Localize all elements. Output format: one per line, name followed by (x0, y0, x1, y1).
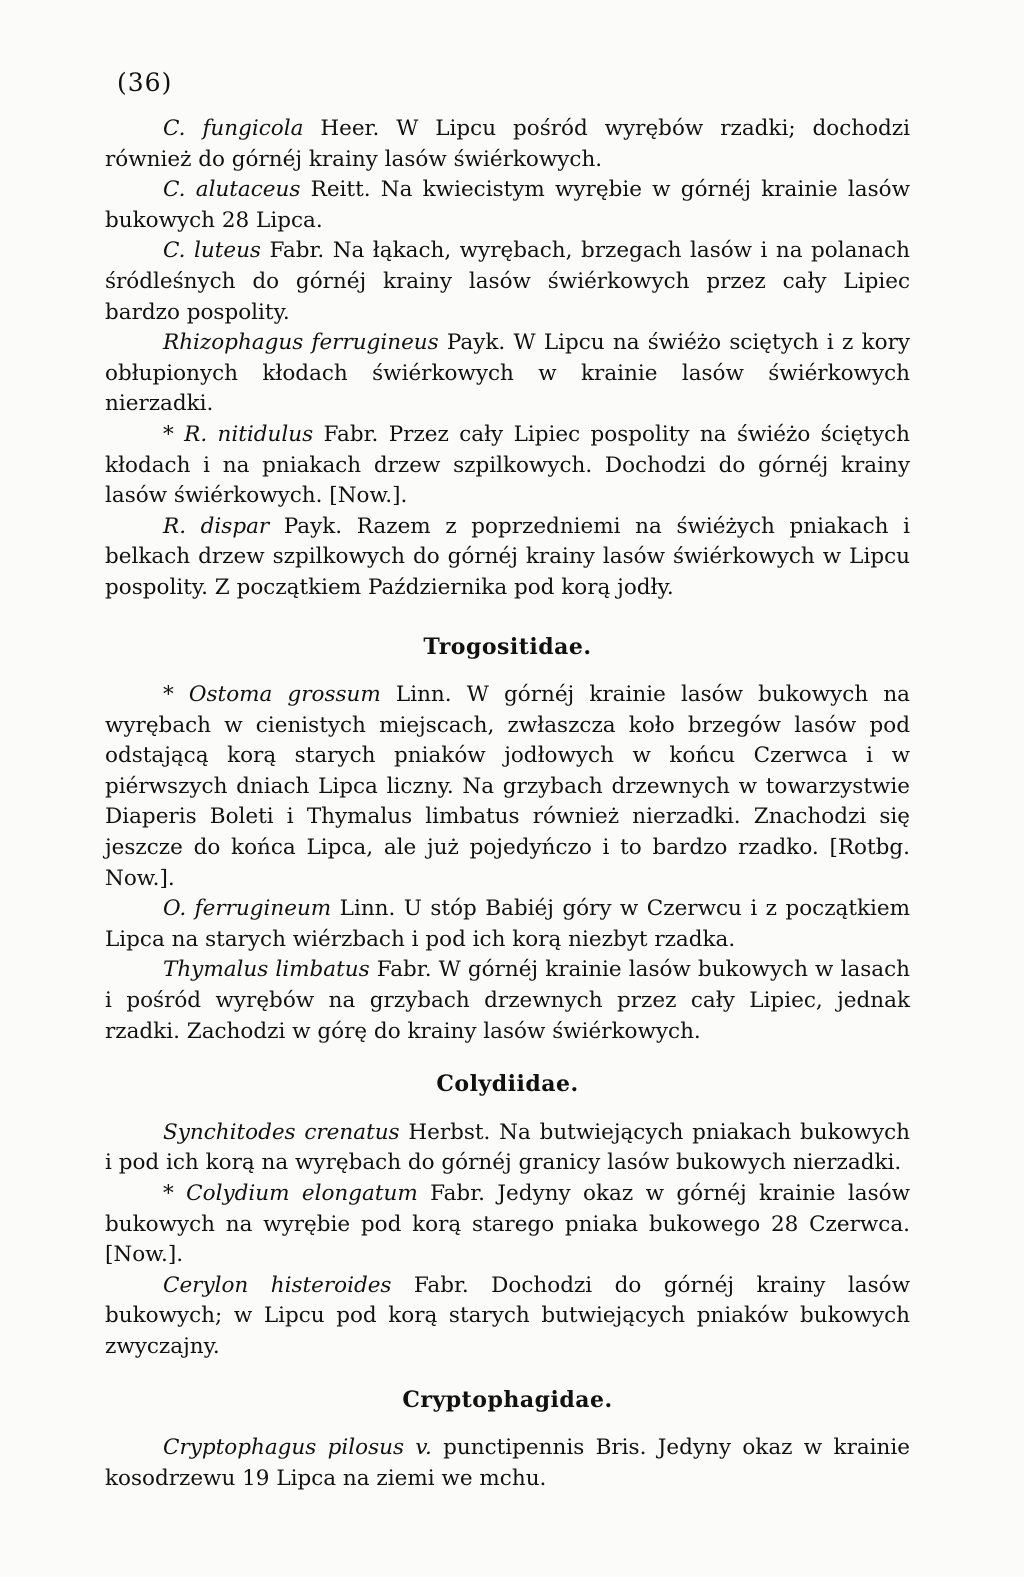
entry-text: Heer. W Lipcu pośród wyrębów rzadki; dochodzi również do górnéj krainy lasów świérkowych. (105, 116, 910, 172)
entry-text: Fabr. Na łąkach, wyrębach, brzegach lasów i na polanach śródleśnych do górnéj krainy lasów świérkowych przez cały Lipiec bardzo pospolity. (105, 238, 910, 325)
species-entry (105, 1179, 910, 1271)
taxon-name: Cryptophagus pilosus v. (163, 1435, 432, 1461)
taxon-name: Rhizophagus ferrugineus (163, 330, 439, 356)
taxon-name: C. luteus (163, 238, 261, 264)
entry-text: Fabr. W górnéj krainie lasów bukowych w lasach i pośród wyrębów na grzybach drzewnych przez cały Lipiec, jednak rzadki. Zachodzi w górę do krainy lasów świérkowych. (105, 957, 910, 1044)
text-column (105, 114, 910, 1494)
family-heading: Trogositidae. (423, 633, 592, 660)
page-number: (36) (117, 68, 173, 97)
entry-text: Linn. U stóp Babiéj góry w Czerwcu i z początkiem Lipca na starych wiérzbach i pod ich korą niezbyt rzadka. (105, 896, 911, 952)
taxon-name: O. ferrugineum (163, 896, 332, 922)
species-entry (105, 1433, 910, 1494)
entry-text: Fabr. Jedyny okaz w górnéj krainie lasów bukowych na wyrębie pod korą starego pniaka bukowego 28 Czerwca. [Now.]. (105, 1181, 910, 1268)
entry-text: punctipennis Bris. Jedyny okaz w krainie kosodrzewu 19 Lipca na ziemi we mchu. (105, 1435, 910, 1491)
species-entry (105, 1271, 910, 1363)
species-entry (105, 1118, 910, 1179)
taxon-name: Synchitodes crenatus (163, 1119, 400, 1145)
species-entry (105, 114, 910, 175)
entry-text: Linn. W górnéj krainie lasów bukowych na wyrębach w cienistych miejscach, zwłaszcza koło brzegów lasów pod odstającą korą starych pniaków jodłowych w końcu Czerwca i w piérwszych dniach Lipca liczny. Na grzybach drzewnych w towarzystwie Diaperis Boleti i Thymalus limbatus również nierzadki. Znachodzi się jeszcze do końca Lipca, ale już pojedyńczo i to bardzo rzadko. [Rotbg. Now.]. (105, 682, 910, 891)
taxon-name: * Ostoma grossum (163, 682, 381, 708)
entry-text: Payk. Razem z poprzedniemi na świéżych pniakach i belkach drzew szpilkowych do górnéj krainy lasów świérkowych w Lipcu pospolity. Z początkiem Października pod korą jodły. (105, 513, 910, 600)
species-entry (105, 236, 910, 328)
species-entry (105, 328, 910, 420)
entry-text: Herbst. Na butwiejących pniakach bukowych i pod ich korą na wyrębach do górnéj granicy lasów bukowych nierzadki. (105, 1119, 910, 1176)
taxon-name: Thymalus limbatus (163, 957, 370, 983)
species-entry (105, 955, 910, 1047)
taxon-name: C. alutaceus (163, 177, 301, 203)
taxon-name: * R. nitidulus (163, 421, 314, 447)
family-heading: Cryptophagidae. (402, 1386, 613, 1413)
taxon-name: Cerylon histeroides (163, 1272, 392, 1298)
species-entry (105, 894, 910, 955)
entry-text: Fabr. Przez cały Lipiec pospolity na świéżo ściętych kłodach i na pniakach drzew szpilkowych. Dochodzi do górnéj krainy lasów świérkowych. [Now.]. (105, 421, 910, 509)
taxon-name: C. fungicola (163, 116, 304, 141)
species-entry (105, 512, 910, 604)
entry-text: Reitt. Na kwiecistym wyrębie w górnéj krainie lasów bukowych 28 Lipca. (105, 177, 911, 233)
species-entry (105, 175, 910, 236)
species-entry (105, 680, 910, 894)
species-entry (105, 420, 910, 512)
entry-text: Payk. W Lipcu na świéżo sciętych i z kory obłupionych kłodach świérkowych w krainie lasów świérkowych nierzadki. (105, 330, 910, 417)
taxon-name: R. dispar (163, 513, 270, 539)
entry-text: Fabr. Dochodzi do górnéj krainy lasów bukowych; w Lipcu pod korą starych butwiejących pniaków bukowych zwyczajny. (105, 1272, 910, 1359)
family-heading: Colydiidae. (436, 1071, 579, 1098)
taxon-name: * Colydium elongatum (163, 1181, 418, 1206)
